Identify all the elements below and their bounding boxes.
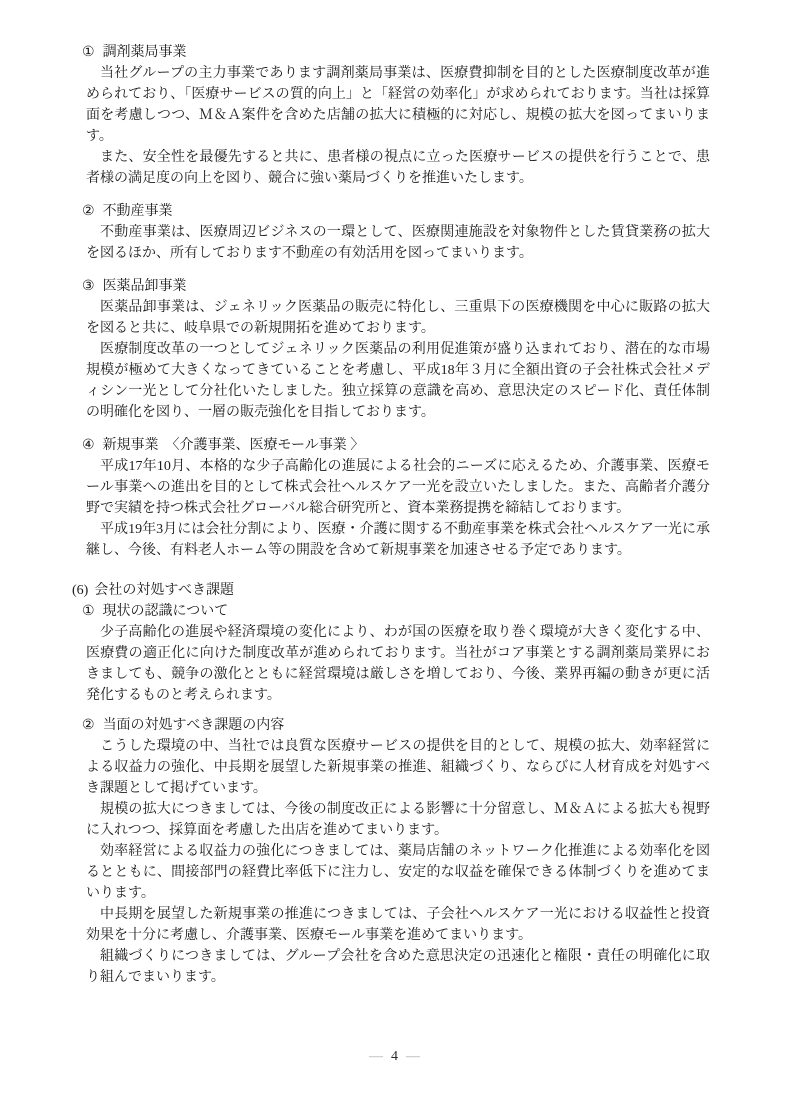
item-marker: ② (82, 718, 95, 733)
paragraph: 当社グループの主力事業であります調剤薬局事業は、医療費抑制を目的とした医療制度改革が進められており、「医療サービスの質的向上」と「経営の効率化」が求められております。当社は採算面を考慮しつつ、Ｍ＆Ａ案件を含めた店舗の拡大に積極的に対応し、規模の拡大を図ってまいります。 (86, 66, 710, 144)
paragraph: 医薬品卸事業は、ジェネリック医薬品の販売に特化し、三重県下の医療機関を中心に販路の拡大を図ると共に、岐阜県での新規開拓を進めております。 (86, 300, 710, 336)
paragraph: 平成17年10月、本格的な少子高齢化の進展による社会的ニーズに応えるため、介護事業、医療モール事業への進出を目的として株式会社ヘルスケア一光を設立いたしました。また、高齢者介護分野で実績を持つ株式会社グローバル総合研究所と、資本業務提携を締結しております。 (86, 459, 710, 516)
item-marker: ② (82, 204, 95, 219)
footer-dash-left: ― (369, 1049, 384, 1064)
group-marker: (6) (72, 583, 89, 598)
paragraph: 中長期を展望した新規事業の推進につきましては、子会社ヘルスケア一光における収益性と投資効果を十分に考慮し、介護事業、医療モール事業を進めてまいります。 (86, 907, 710, 943)
item-marker: ① (82, 604, 95, 619)
paragraph: 規模の拡大につきましては、今後の制度改正による影響に十分留意し、Ｍ＆Ａによる拡大も視野に入れつつ、採算面を考慮した出店を進めてまいります。 (86, 802, 710, 838)
paragraph: 平成19年3月には会社分割により、医療・介護に関する不動産事業を株式会社ヘルスケア一光に承継し、今後、有料老人ホーム等の開設を含めて新規事業を加速させる予定であります。 (86, 522, 710, 558)
section-title: 現状の認識について (102, 604, 229, 619)
page-number: 4 (391, 1049, 399, 1064)
paragraph: 効率経営による収益力の強化につきましては、薬局店舗のネットワーク化推進による効率化を図るとともに、間接部門の経費比率低下に注力し、安定的な収益を確保できる体制づくりを進めてまいります。 (86, 844, 710, 901)
section-heading (82, 276, 710, 297)
section-heading (82, 42, 710, 63)
section-title: 新規事業 〈介護事業、医療モール事業 〉 (102, 438, 365, 453)
group-title: 会社の対処すべき課題 (94, 583, 235, 598)
item-marker: ① (82, 45, 95, 60)
section-title: 不動産事業 (102, 204, 173, 219)
paragraph: 不動産事業は、医療周辺ビジネスの一環として、医療関連施設を対象物件とした賃貸業務の拡大を図るほか、所有しております不動産の有効活用を図ってまいります。 (86, 225, 710, 261)
footer-dash-right: ― (406, 1049, 421, 1064)
section-real-estate-business (82, 201, 710, 264)
section-issues-to-address (72, 580, 710, 988)
item-marker: ④ (82, 438, 95, 453)
section-heading (82, 715, 710, 736)
group-heading (72, 580, 710, 601)
subsection-current-recognition (82, 601, 710, 706)
paragraph: また、安全性を最優先すると共に、患者様の視点に立った医療サービスの提供を行うことで、患者様の満足度の向上を図り、競合に強い薬局づくりを推進いたします。 (86, 150, 710, 186)
section-new-business (82, 435, 710, 561)
paragraph: 医療制度改革の一つとしてジェネリック医薬品の利用促進策が盛り込まれており、潜在的な市場規模が極めて大きくなってきていることを考慮し、平成18年３月に全額出資の子会社株式会社メディシン一光として分社化いたしました。独立採算の意識を高め、意思決定のスピード化、責任体制の明確化を図り、一層の販売強化を目指しております。 (86, 342, 710, 420)
section-heading (82, 201, 710, 222)
page-footer (0, 1046, 790, 1067)
section-heading (82, 601, 710, 622)
section-pharmacy-business (82, 42, 710, 189)
paragraph: 組織づくりにつきましては、グループ会社を含めた意思決定の迅速化と権限・責任の明確化に取り組んでまいります。 (86, 949, 710, 985)
section-title: 医薬品卸事業 (102, 279, 187, 294)
section-title: 調剤薬局事業 (102, 45, 187, 60)
item-marker: ③ (82, 279, 95, 294)
subsection-immediate-issues (82, 715, 710, 988)
section-pharmaceutical-wholesale-business (82, 276, 710, 423)
document-body (72, 42, 710, 988)
section-title: 当面の対処すべき課題の内容 (102, 718, 285, 733)
section-heading (82, 435, 710, 456)
paragraph: 少子高齢化の進展や経済環境の変化により、わが国の医療を取り巻く環境が大きく変化する中、医療費の適正化に向けた制度改革が進められております。当社がコア事業とする調剤薬局業界におきましても、競争の激化とともに経営環境は厳しさを増しており、今後、業界再編の動きが更に活発化するものと考えられます。 (86, 625, 710, 703)
paragraph: こうした環境の中、当社では良質な医療サービスの提供を目的として、規模の拡大、効率経営による収益力の強化、中長期を展望した新規事業の推進、組織づくり、ならびに人材育成を対処すべき課題として掲げています。 (86, 739, 710, 796)
